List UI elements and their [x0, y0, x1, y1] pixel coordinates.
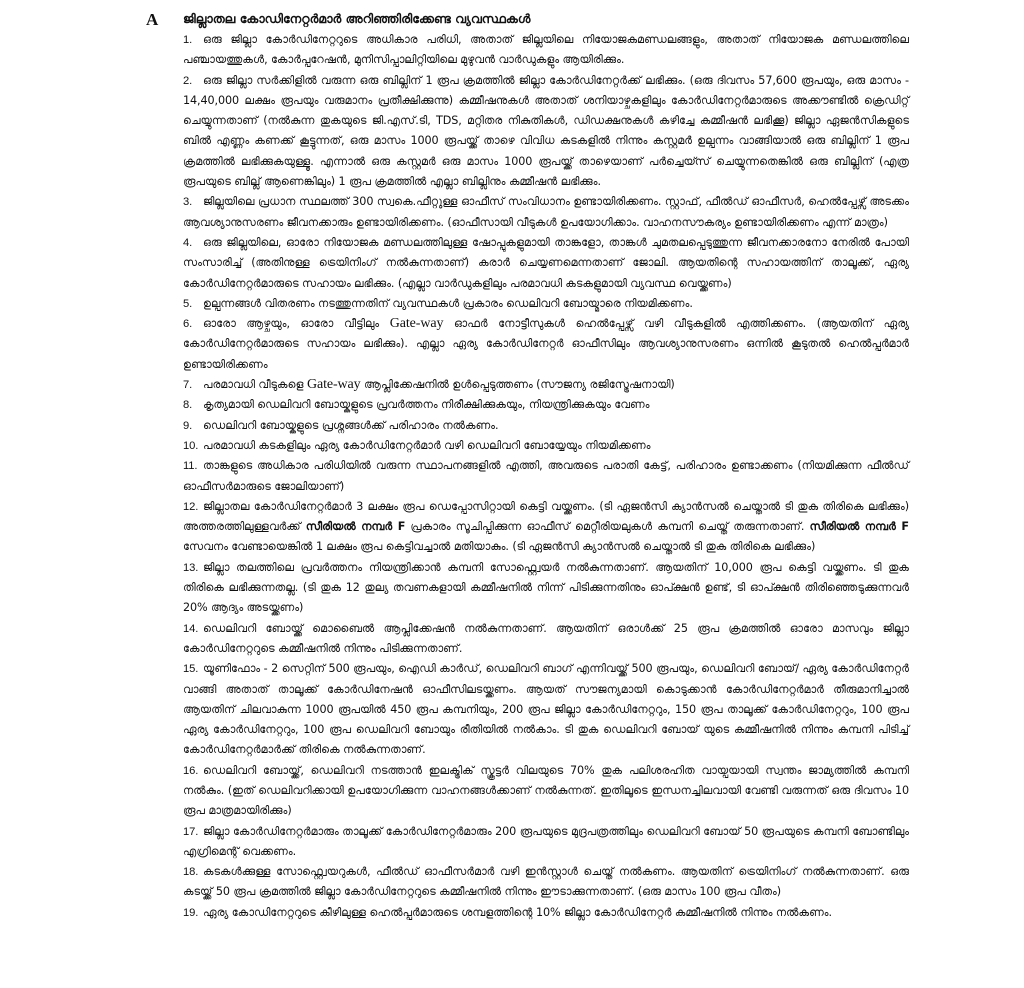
item-text: ഒരു ജില്ലയിലെ, ഓരോ നിയോജക മണ്ഡലത്തിലുള്ള ഷോപ്പുകളുമായി താങ്കളോ, താങ്കൾ ചുമതലപ്പെടുത്തുന്ന ജീവനക്കാരനോ നേരിൽ പോയി സംസാരിച്ച് (അതിനുള്ള ട്രെയിനിംഗ് നൽകുന്നതാണ്) കരാർ ചെയ്യണമെന്നതാണ് ജോലി. ആയതിന്റെ സഹായത്തിന് താലൂക്ക്, ഏര്യ കോർഡിനേറ്റർമാരുടെ സഹായം ലഭിക്കും. (എല്ലാ വാർഡുകളിലും പരമാവധി കടകളുമായി വ്യവസ്ഥ വെയ്ക്കണം): [183, 235, 909, 290]
item-text: ജില്ലാ തലത്തിലെ പ്രവർത്തനം നിയന്ത്രിക്കാൻ കമ്പനി സോഫ്റ്റ്വെയർ നൽകുന്നതാണ്. ആയതിന് 10,000 രൂപ കെട്ടി വയ്ക്കണം. ടി തുക തിരികെ ലഭിക്കുന്നതല്ല. (ടി തുക 12 തുല്യ തവണകളായി കമ്മീഷനിൽ നിന്ന് പിടിക്കുന്നതിനും ഓപ്ക്ഷൻ ഉണ്ട്, ടി ഓപ്ക്ഷൻ തിരിഞ്ഞെടുക്കുന്നവർ 20% ആദ്യം അടയ്ക്കണം): [183, 560, 909, 615]
item-number: 5.: [183, 297, 193, 310]
list-item: [183, 497, 909, 558]
item-text: ഡെലിവറി ബോയ്ക്ക് മൊബൈൽ ആപ്ലിക്കേഷൻ നൽകുന്നതാണ്. ആയതിന് ഒരാൾക്ക് 25 രൂപ ക്രമത്തിൽ ഓരോ മാസവും ജില്ലാ കോർഡിനേറ്ററുടെ കമ്മീഷനിൽ നിന്നും പിടിക്കുന്നതാണ്.: [183, 621, 909, 655]
list-item: [183, 822, 909, 863]
item-text-pre: പരമാവധി വീടുകളെ: [203, 378, 307, 392]
list-item: [183, 71, 909, 193]
gateway-brand: Gate-way: [389, 316, 444, 332]
item-number: 11.: [183, 460, 198, 473]
item-text: ഉല്പന്നങ്ങൾ വിതരണം നടത്തുന്നതിന് വ്യവസ്ഥകൾ പ്രകാരം ഡെലിവറി ബോയ്മാരെ നിയമിക്കണം.: [203, 296, 693, 310]
item-number: 6.: [183, 318, 193, 331]
item-number: 2.: [183, 74, 193, 87]
list-item: [183, 294, 909, 314]
serial-number-f: സീരിയൽ നമ്പർ F: [809, 520, 909, 534]
item-text-pre: ജില്ലാതല കോർഡിനേറ്റർമാർ 3 ലക്ഷം രൂപ ഡെപ്പോസിറ്റായി കെട്ടി വയ്ക്കണം. (ടി ഏജൻസി ക്യാൻസൽ ചെയ്താൽ ടി തുക തിരികെ ലഭിക്കും) അത്തരത്തിലുള്ളവർക്ക്: [183, 499, 909, 534]
list-item: [183, 558, 909, 619]
gateway-brand: Gate-way: [306, 377, 361, 393]
item-number: 8.: [183, 399, 193, 412]
list-item: [183, 659, 909, 760]
list-item: [183, 192, 909, 233]
list-item: [183, 903, 909, 923]
item-text: യൂണിഫോം - 2 സെറ്റിന് 500 രൂപയും, ഐഡി കാർഡ്, ഡെലിവറി ബാഗ് എന്നിവയ്ക്ക് 500 രൂപയും, ഡെലിവറി ബോയ്/ ഏര്യ കോർഡിനേറ്റർ വാങ്ങി അതാത് താലൂക്ക് കോർഡിനേഷൻ ഓഫീസിലടയ്ക്കണം. ആയത് സൗജന്യമായി കൊടുക്കാൻ കോർഡിനേറ്റർമാർ തീരുമാനിച്ചാൽ ആയതിന് ചിലവാകുന്ന 1000 രൂപയിൽ 450 രൂപ കമ്പനിയും, 200 രൂപ ജില്ലാ കോർഡിനേറ്ററും, 150 രൂപ താലൂക്ക് കോർഡിനേറ്ററും, 100 രൂപ ഏര്യ കോർഡിനേറ്ററും, 100 രൂപ ഡെലിവറി ബോയും രീതിയിൽ നൽകാം. ടി തുക ഡെലിവറി ബോയ് യുടെ കമ്മീഷനിൽ നിന്നും കമ്പനി പിടിച്ച് കോർഡിനേറ്റർമാർക്ക് തിരികെ നൽകുന്നതാണ്.: [183, 662, 909, 757]
item-text: ഓഫർ നോട്ടീസുകൾ ഹെൽപ്പേഴ്സ് വഴി വീടുകളിൽ എത്തിക്കണം. (ആയതിന് ഏര്യ കോർഡിനേറ്റർമാരുടെ സഹായം ലഭിക്കും). എല്ലാ ഏര്യ കോർഡിനേറ്റർ ഓഫീസിലും ആവശ്യാനുസരണം ഒന്നിൽ കൂടുതൽ ഹെൽപ്പർമാർ ഉണ്ടായിരിക്കണം: [183, 317, 910, 371]
serial-number-f: സീരിയൽ നമ്പർ F: [305, 520, 406, 534]
item-number: 17.: [183, 825, 199, 838]
item-number: 13.: [183, 561, 199, 574]
item-text: ഒരു ജില്ലാ കോർഡിനേറ്ററുടെ അധികാര പരിധി, അതാത് ജില്ലയിലെ നിയോജകമണ്ഡലങ്ങളും, അതാത് നിയോജക മണ്ഡലത്തിലെ പഞ്ചായത്തുകൾ, കോർപ്പറേഷൻ, മുനിസിപ്പാലിറ്റിയിലെ മുഴുവൻ വാർഡുകളും ആയിരിക്കും.: [183, 33, 909, 67]
item-number: 7.: [183, 379, 193, 392]
item-text: ഏര്യ കോഡിനേറ്ററുടെ കീഴിലുള്ള ഹെൽപ്പർമാരുടെ ശമ്പളത്തിന്റെ 10% ജില്ലാ കോർഡിനേറ്റർ കമ്മീഷനിൽ നിന്നും നൽകണം.: [203, 905, 832, 919]
item-text: പരമാവധി കടകളിലും ഏര്യ കോർഡിനേറ്റർമാർ വഴി ഡെലിവറി ബോയ്യേയും നിയമിക്കണം: [203, 438, 651, 452]
list-item: [183, 416, 909, 436]
list-item: [183, 761, 909, 822]
item-number: 3.: [183, 196, 193, 209]
item-text: ജില്ലയിലെ പ്രധാന സ്ഥലത്ത് 300 സ്വകെ.ഫീറ്റുള്ള ഓഫീസ് സംവിധാനം ഉണ്ടായിരിക്കണം. സ്റ്റാഫ്, ഫീൽഡ് ഓഫീസർ, ഹെൽപ്പേഴ്സ് അടക്കം ആവശ്യാനുസരണം ജീവനക്കാരും ഉണ്ടായിരിക്കണം. (ഓഫീസായി വീടുകൾ ഉപയോഗിക്കാം. വാഹനസൗകര്യം ഉണ്ടായിരിക്കണം എന്ന് മാത്രം): [183, 195, 909, 229]
item-text: കൃത്യമായി ഡെലിവറി ബോയ്കളുടെ പ്രവർത്തനം നിരീക്ഷിക്കുകയും, നിയന്ത്രിക്കുകയും വേണം: [203, 398, 650, 412]
item-text-mid: പ്രകാരം സൂചിപ്പിക്കുന്ന ഓഫീസ് മെറ്റീരിയലുകൾ കമ്പനി ചെയ്ത് തരുന്നതാണ്.: [405, 520, 810, 534]
list-item: [183, 436, 909, 456]
item-text: ആപ്ലിക്കേഷനിൽ ഉൾപ്പെടുത്തണം (സൗജന്യ രജിസ്ട്രേഷനായി): [360, 378, 675, 392]
section-letter: A: [146, 10, 159, 29]
list-item: [183, 862, 909, 903]
section-title: ജില്ലാതല കോഡിനേറ്റർമാർ അറിഞ്ഞിരിക്കേണ്ട വ്യവസ്ഥകൾ: [183, 11, 531, 26]
list-item: [183, 375, 909, 395]
list-item: [183, 395, 909, 415]
item-text: ഒരു ജില്ലാ സർക്കിളിൽ വരുന്ന ഒരു ബില്ലിന് 1 രൂപ ക്രമത്തിൽ ജില്ലാ കോർഡിനേറ്റർക്ക് ലഭിക്കും. (ഒരു ദിവസം 57,600 രൂപയും, ഒരു മാസം - 14,40,000 ലക്ഷം രൂപയും വരുമാനം പ്രതീക്ഷിക്കുന്നു) കമ്മീഷനുകൾ അതാത് ശനിയാഴ്ചകളിലും കോർഡിനേറ്റർമാരുടെ അക്കൗണ്ടിൽ ക്രെഡിറ്റ് ചെയ്യുന്നതാണ് (നൽകുന്ന തുകയുടെ ജി.എസ്.ടി, TDS, മറ്റിതര നികുതികൾ, ഡിഡക്ഷനുകൾ കഴിച്ചേ കമ്മീഷൻ ലഭിക്കൂ) ജില്ലാ ഏജൻസികളുടെ ബിൽ എണ്ണം കണക്ക് കൂട്ടുന്നത്, ഒരു മാസം 1000 രൂപയ്ക്ക് താഴെ വിവിധ കടകളിൽ നിന്നും കസ്റ്റമർ ഉല്പന്നം വാങ്ങിയാൽ ഒരു ബില്ലിന് 1 രൂപ ക്രമത്തിൽ ലഭിക്കുകയുള്ളൂ. എന്നാൽ ഒരു കസ്റ്റമർ ഒരു മാസം 1000 രൂപയ്ക്ക് താഴെയാണ് പർച്ചെയ്സ് ചെയ്യുന്നതെങ്കിൽ ഒരു ബില്ലിന് (എത്ര രൂപയുടെ ബില്ല് ആണെങ്കിലും) 1 രൂപ ക്രമത്തിൽ എല്ലാ ബില്ലിനും കമ്മീഷൻ ലഭിക്കും.: [183, 73, 909, 189]
item-text: താങ്കളുടെ അധികാര പരിധിയിൽ വരുന്ന സ്ഥാപനങ്ങളിൽ എത്തി, അവരുടെ പരാതി കേട്ട്, പരിഹാരം ഉണ്ടാക്കണം (നിയമിക്കുന്ന ഫീൽഡ് ഓഫീസർമാരുടെ ജോലിയാണ്): [183, 459, 909, 493]
rules-list: [183, 30, 909, 923]
item-number: 4.: [183, 236, 193, 249]
list-item: [183, 456, 909, 497]
item-number: 9.: [183, 419, 193, 432]
item-number: 1.: [183, 34, 193, 46]
list-item: [183, 619, 909, 660]
item-text: ജില്ലാ കോർഡിനേറ്റർമാരും താലൂക്ക് കോർഡിനേറ്റർമാരും 200 രൂപയുടെ മുദ്രപത്രത്തിലും ഡെലിവറി ബോയ് 50 രൂപയുടെ കമ്പനി ബോണ്ടിലും എഗ്രിമെന്റ് വെക്കണം.: [183, 824, 909, 858]
item-number: 12.: [183, 500, 199, 513]
item-text: ഡെലിവറി ബോയ്കളുടെ പ്രശ്നങ്ങൾക്ക് പരിഹാരം നൽകണം.: [203, 418, 499, 432]
item-number: 18.: [183, 866, 199, 879]
list-item: [183, 30, 909, 71]
list-item: [183, 233, 909, 294]
item-text: ഡെലിവറി ബോയ്ക്ക്, ഡെലിവറി നടത്താൻ ഇലക്ട്രിക് സ്കൂട്ടർ വിലയുടെ 70% തുക പലിശരഹിത വായ്പയായി സ്വന്തം ജാമ്യത്തിൽ കമ്പനി നൽകും. (ഇത് ഡെലിവറിക്കായി ഉപയോഗിക്കുന്ന വാഹനങ്ങൾക്കാണ് നൽകുന്നത്. ഇതിലൂടെ ഇന്ധനച്ചിലവായി വേണ്ടി വരുന്നത് ഒരു ദിവസം 10 രൂപ മാത്രമായിരിക്കും): [183, 763, 910, 818]
item-text: സേവനം വേണ്ടായെങ്കിൽ 1 ലക്ഷം രൂപ കെട്ടിവച്ചാൽ മതിയാകും. (ടി ഏജൻസി ക്യാൻസൽ ചെയ്താൽ ടി തുക തിരികെ ലഭിക്കും): [183, 540, 816, 554]
item-number: 19.: [183, 906, 199, 919]
item-number: 15.: [183, 663, 199, 676]
item-number: 14.: [183, 622, 199, 635]
item-text: കടകൾക്കുള്ള സോഫ്റ്റ്വെയറുകൾ, ഫീൽഡ് ഓഫീസർമാർ വഴി ഇൻസ്റ്റാൾ ചെയ്ത് നൽകണം. ആയതിന് ട്രെയിനിംഗ് നൽകുന്നതാണ്. ഒരു കടയ്ക്ക് 50 രൂപ ക്രമത്തിൽ ജില്ലാ കോർഡിനേറ്ററുടെ കമ്മീഷനിൽ നിന്നും ഈടാക്കുന്നതാണ്. (ഒരു മാസം 100 രൂപ വീതം): [183, 865, 909, 899]
item-number: 10.: [183, 439, 199, 452]
item-text-pre: ഓരോ ആഴ്ചയും, ഓരോ വീട്ടിലും: [203, 317, 390, 331]
item-number: 16.: [183, 764, 199, 777]
list-item: [183, 314, 909, 375]
